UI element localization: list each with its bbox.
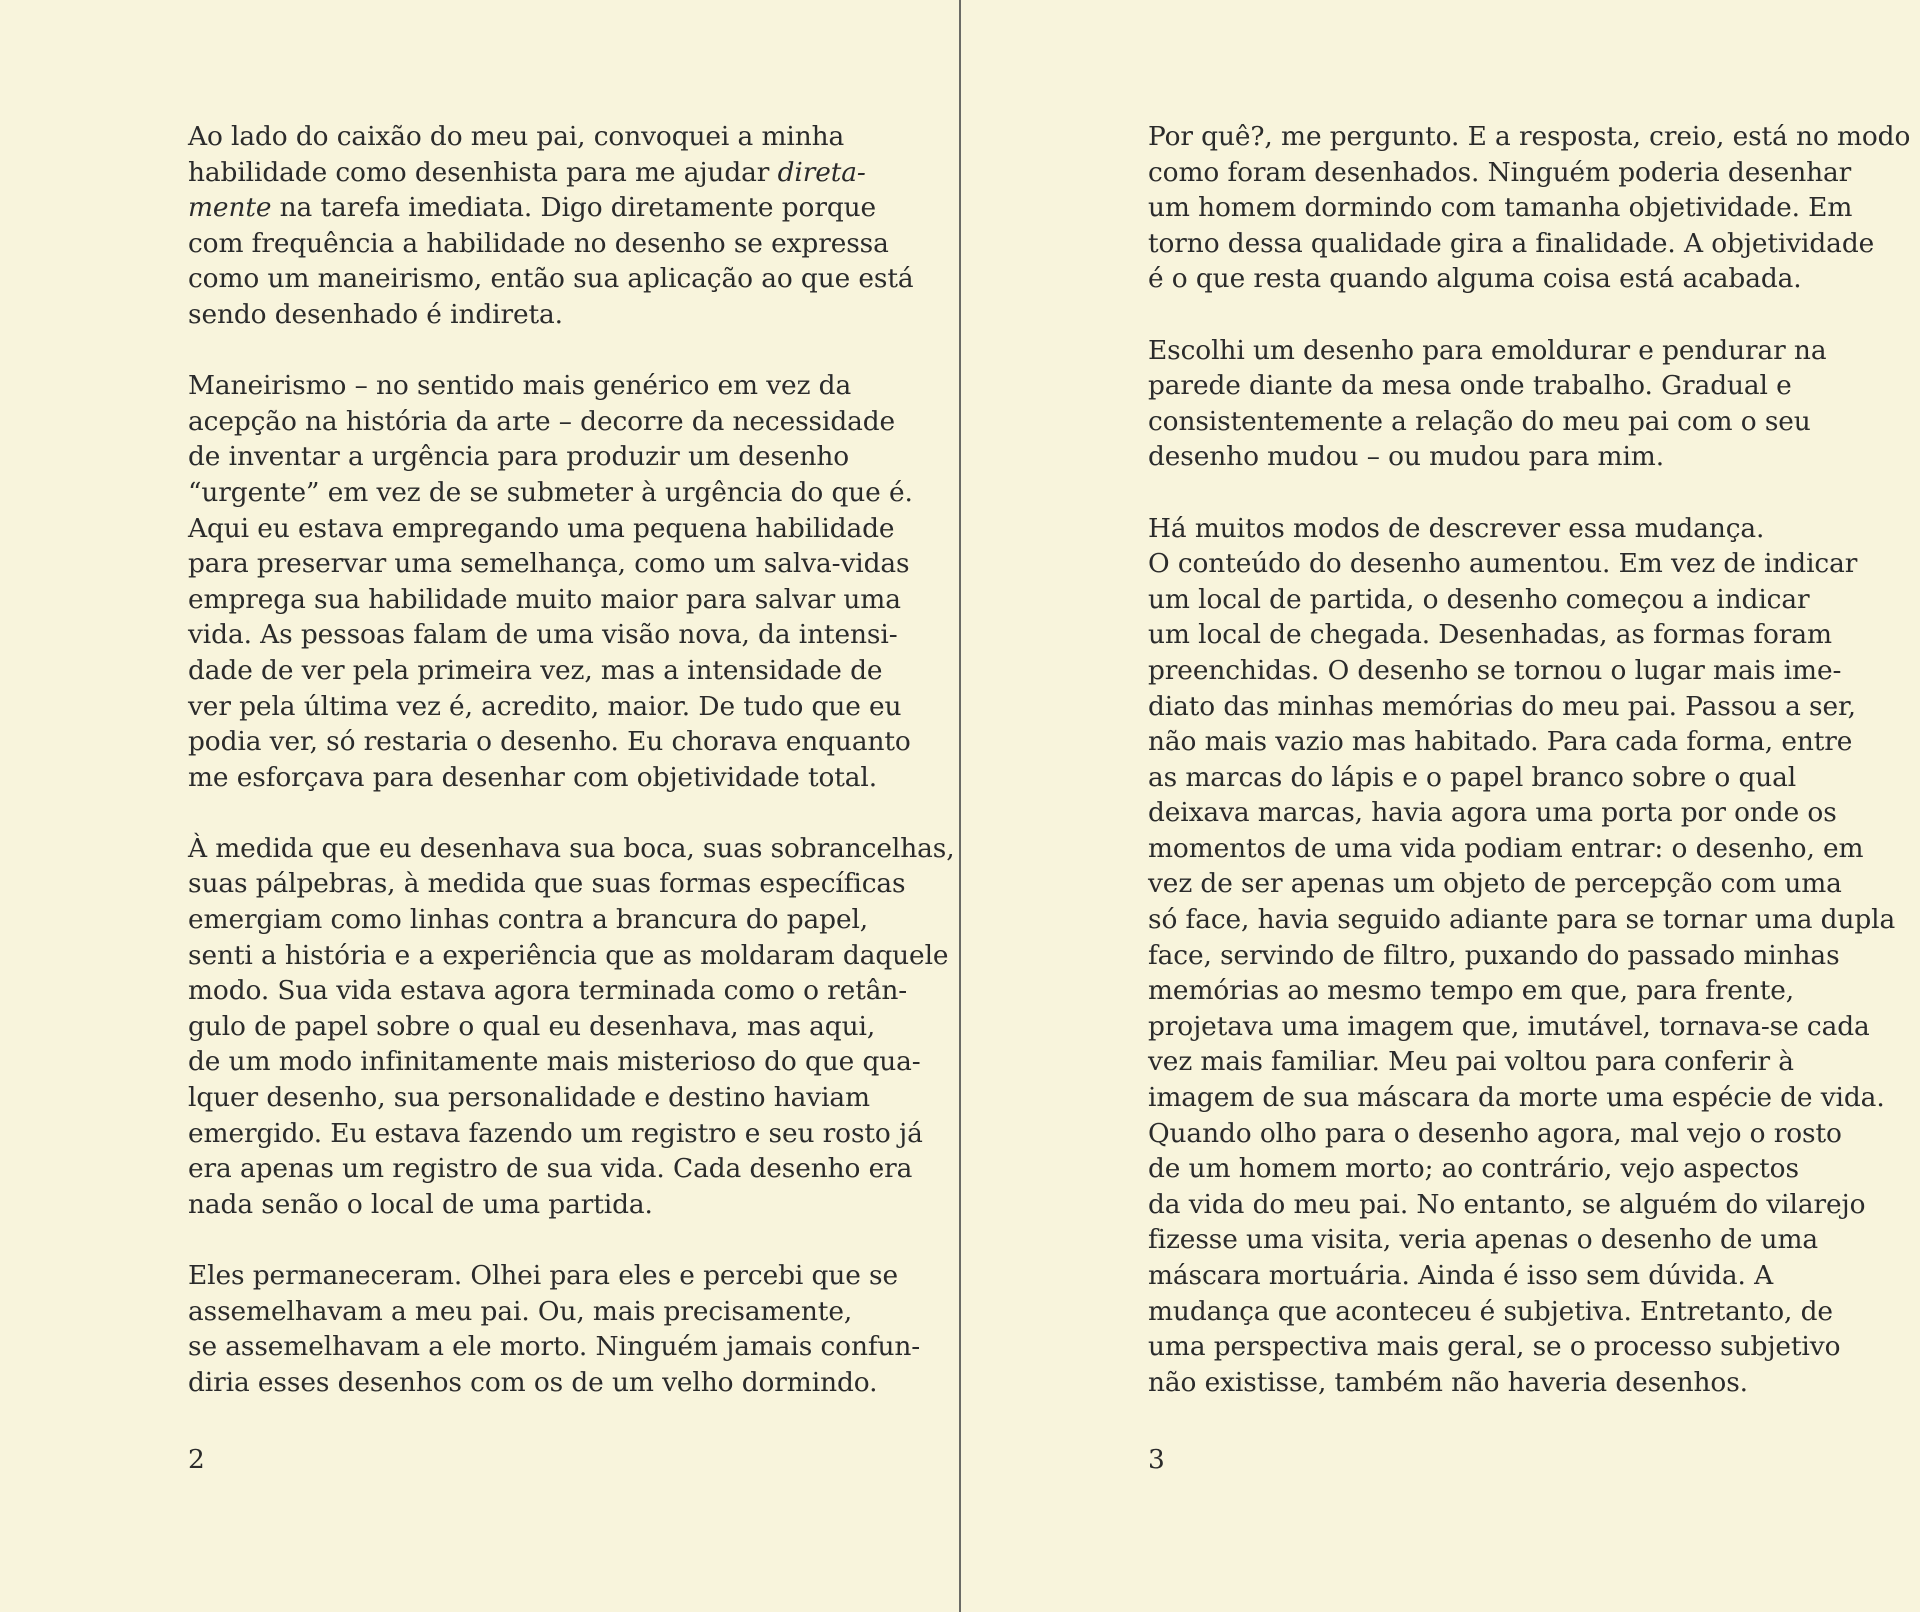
text-line	[188, 119, 888, 155]
text-segment: fizesse uma visita, veria apenas o desenho de uma	[1148, 1224, 1819, 1256]
text-segment: máscara mortuária. Ainda é isso sem dúvida. A	[1148, 1260, 1774, 1291]
text-line	[1148, 368, 1848, 404]
text-line	[1148, 333, 1848, 369]
text-segment: podia ver, só restaria o desenho. Eu chorava enquanto	[188, 726, 911, 758]
text-segment: ver pela última vez é, acredito, maior. De tudo que eu	[188, 690, 902, 722]
paragraph	[1148, 119, 1911, 297]
page-number-left: 2	[188, 1444, 205, 1475]
text-line	[1148, 155, 1852, 191]
text-segment: emprega sua habilidade muito maior para salvar uma	[188, 583, 901, 615]
text-segment: projetava uma imagem que, imutável, tornava-se cada	[1148, 1010, 1870, 1042]
paragraph	[188, 1258, 921, 1400]
text-segment: Eles permaneceram. Olhei para eles e percebi que se	[188, 1260, 899, 1291]
text-segment: parede diante da mesa onde trabalho. Gradual e	[1148, 370, 1792, 402]
text-segment: vez de ser apenas um objeto de percepção com uma	[1148, 868, 1842, 900]
text-line	[188, 1258, 899, 1294]
text-line	[1148, 1080, 1885, 1116]
text-line	[188, 1187, 888, 1223]
text-line	[188, 190, 888, 226]
text-segment: um local de partida, o desenho começou a indicar	[1148, 583, 1810, 615]
text-segment: Quando olho para o desenho agora, mal vejo o rosto	[1148, 1117, 1842, 1149]
text-line	[188, 1009, 888, 1045]
text-line	[188, 653, 888, 689]
text-line	[188, 724, 911, 760]
text-line	[188, 1044, 921, 1080]
text-line	[1148, 831, 1864, 867]
text-line	[188, 866, 906, 902]
text-segment: diria esses desenhos com os de um velho dormindo.	[188, 1366, 878, 1398]
text-segment: era apenas um registro de sua vida. Cada desenho era	[188, 1153, 913, 1185]
text-line	[188, 546, 910, 582]
text-segment: modo. Sua vida estava agora terminada como o retân-	[188, 975, 908, 1007]
text-segment: Aqui eu estava empregando uma pequena habilidade	[188, 512, 895, 544]
text-segment: imagem de sua máscara da morte uma espécie de vida.	[1148, 1082, 1885, 1114]
text-segment: deixava marcas, havia agora uma porta por onde os	[1148, 797, 1837, 829]
text-line	[1148, 546, 1858, 582]
text-line	[1148, 1044, 1848, 1080]
left-page-text	[188, 119, 955, 1436]
text-line	[188, 617, 898, 653]
text-segment: vida. As pessoas falam de uma visão nova, da intensi-	[188, 619, 898, 651]
text-segment: nada senão o local de uma partida.	[188, 1188, 653, 1220]
paragraph	[188, 368, 913, 795]
text-segment: dade de ver pela primeira vez, mas a intensidade de	[188, 654, 883, 686]
text-line	[188, 261, 914, 297]
text-segment: assemelhavam a meu pai. Ou, mais precisamente,	[188, 1295, 853, 1327]
text-line	[1148, 617, 1848, 653]
text-line	[1148, 582, 1848, 618]
text-line	[188, 1329, 921, 1365]
italic-text: direta-	[777, 156, 866, 188]
text-line	[188, 439, 888, 475]
text-segment: da vida do meu pai. No entanto, se alguém do vilarejo	[1148, 1188, 1866, 1220]
text-segment: não mais vazio mas habitado. Para cada forma, entre	[1148, 726, 1853, 758]
text-line	[1148, 795, 1848, 831]
text-line	[188, 938, 949, 974]
text-segment: como foram desenhados. Ninguém poderia desenhar	[1148, 156, 1852, 188]
page-number-right: 3	[1148, 1444, 1165, 1475]
text-segment: preenchidas. O desenho se tornou o lugar mais ime-	[1148, 654, 1842, 686]
text-segment: torno dessa qualidade gira a finalidade. A objetividade	[1148, 227, 1875, 259]
text-segment: Escolhi um desenho para emoldurar e pendurar na	[1148, 334, 1827, 366]
text-segment: senti a história e a experiência que as moldaram daquele	[188, 939, 949, 971]
text-line	[1148, 261, 1848, 297]
text-line	[1148, 1365, 1848, 1401]
text-line	[188, 475, 913, 511]
text-line	[188, 973, 908, 1009]
text-segment: diato das minhas memórias do meu pai. Passou a ser,	[1148, 690, 1856, 722]
text-segment: só face, havia seguido adiante para se tornar uma dupla	[1148, 904, 1896, 936]
text-segment: com frequência a habilidade no desenho se expressa	[188, 227, 889, 259]
text-segment: consistentemente a relação do meu pai com o seu	[1148, 405, 1811, 437]
text-segment: suas pálpebras, à medida que suas formas específicas	[188, 868, 906, 900]
text-segment: não existisse, também não haveria desenhos.	[1148, 1366, 1748, 1398]
text-segment: emergido. Eu estava fazendo um registro e seu rosto já	[188, 1117, 923, 1149]
text-segment: na tarefa imediata. Digo diretamente porque	[271, 192, 877, 224]
text-segment: se assemelhavam a ele morto. Ninguém jamais confun-	[188, 1331, 921, 1363]
text-segment: vez mais familiar. Meu pai voltou para conferir à	[1148, 1046, 1794, 1078]
text-line	[1148, 653, 1848, 689]
text-line	[188, 760, 888, 796]
text-segment: Maneirismo – no sentido mais genérico em vez da	[188, 370, 852, 402]
text-line	[188, 297, 888, 333]
gutter-divider	[959, 0, 961, 1612]
text-segment: desenho mudou – ou mudou para mim.	[1148, 441, 1665, 473]
text-line	[1148, 404, 1848, 440]
paragraph	[188, 119, 914, 333]
text-segment: Ao lado do caixão do meu pai, convoquei a minha	[188, 121, 845, 152]
text-segment: de inventar a urgência para produzir um desenho	[188, 441, 850, 473]
text-line	[188, 404, 896, 440]
text-segment: como um maneirismo, então sua aplicação ao que está	[188, 263, 914, 295]
paragraph	[1148, 333, 1848, 475]
text-line	[1148, 511, 1848, 547]
text-line	[188, 368, 888, 404]
text-segment: Por quê?, me pergunto. E a resposta, creio, está no modo	[1148, 121, 1911, 152]
text-line	[188, 1116, 923, 1152]
text-segment: mudança que aconteceu é subjetiva. Entretanto, de	[1148, 1295, 1833, 1327]
text-line	[1148, 1222, 1848, 1258]
text-segment: memórias ao mesmo tempo em que, para frente,	[1148, 975, 1795, 1007]
text-segment: um homem dormindo com tamanha objetividade. Em	[1148, 192, 1853, 224]
text-line	[1148, 439, 1848, 475]
text-line	[1148, 119, 1911, 155]
text-line	[188, 582, 901, 618]
text-segment: lquer desenho, sua personalidade e destino haviam	[188, 1082, 870, 1114]
text-segment: acepção na história da arte – decorre da necessidade	[188, 405, 896, 437]
text-segment: me esforçava para desenhar com objetividade total.	[188, 761, 878, 793]
text-line	[188, 902, 888, 938]
paragraph	[1148, 511, 1896, 1401]
text-line	[188, 1080, 888, 1116]
italic-text: mente	[188, 192, 272, 224]
text-line	[1148, 724, 1853, 760]
text-line	[1148, 1151, 1848, 1187]
text-segment: as marcas do lápis e o papel branco sobre o qual	[1148, 761, 1797, 793]
text-line	[1148, 866, 1848, 902]
text-segment: é o que resta quando alguma coisa está acabada.	[1148, 263, 1802, 295]
text-segment: face, servindo de filtro, puxando do passado minhas	[1148, 939, 1840, 971]
text-line	[1148, 1258, 1848, 1294]
text-segment: Há muitos modos de descrever essa mudança.	[1148, 512, 1765, 544]
text-line	[188, 511, 895, 547]
text-segment: “urgente” em vez de se submeter à urgência do que é.	[188, 476, 913, 508]
text-segment: uma perspectiva mais geral, se o processo subjetivo	[1148, 1331, 1841, 1363]
text-line	[188, 1151, 913, 1187]
text-line	[1148, 1009, 1870, 1045]
text-line	[1148, 938, 1848, 974]
paragraph	[188, 831, 955, 1223]
text-line	[188, 689, 902, 725]
text-line	[1148, 902, 1896, 938]
text-segment: momentos de uma vida podiam entrar: o desenho, em	[1148, 832, 1864, 864]
text-line	[188, 226, 888, 262]
text-segment: de um homem morto; ao contrário, vejo aspectos	[1148, 1153, 1799, 1185]
text-segment: O conteúdo do desenho aumentou. Em vez de indicar	[1148, 548, 1858, 580]
text-line	[188, 1294, 888, 1330]
text-line	[188, 1365, 888, 1401]
right-page-text	[1148, 119, 1911, 1436]
text-segment: sendo desenhado é indireta.	[188, 298, 563, 330]
text-line	[1148, 973, 1848, 1009]
text-line	[1148, 1116, 1848, 1152]
text-line	[1148, 1329, 1848, 1365]
text-segment: gulo de papel sobre o qual eu desenhava, mas aqui,	[188, 1010, 876, 1042]
text-line	[1148, 689, 1856, 725]
text-segment: de um modo infinitamente mais misterioso do que qua-	[188, 1046, 921, 1078]
text-line	[1148, 190, 1853, 226]
text-line	[188, 155, 888, 191]
text-line	[188, 831, 955, 867]
text-segment: emergiam como linhas contra a brancura do papel,	[188, 904, 869, 936]
text-segment: para preservar uma semelhança, como um salva-vidas	[188, 548, 910, 580]
text-segment: À medida que eu desenhava sua boca, suas sobrancelhas,	[188, 832, 955, 864]
text-line	[1148, 226, 1875, 262]
right-page	[962, 0, 1920, 1612]
text-line	[1148, 760, 1848, 796]
text-segment: um local de chegada. Desenhadas, as formas foram	[1148, 619, 1832, 651]
text-line	[1148, 1294, 1848, 1330]
text-line	[1148, 1187, 1866, 1223]
text-segment: habilidade como desenhista para me ajudar	[188, 156, 778, 188]
